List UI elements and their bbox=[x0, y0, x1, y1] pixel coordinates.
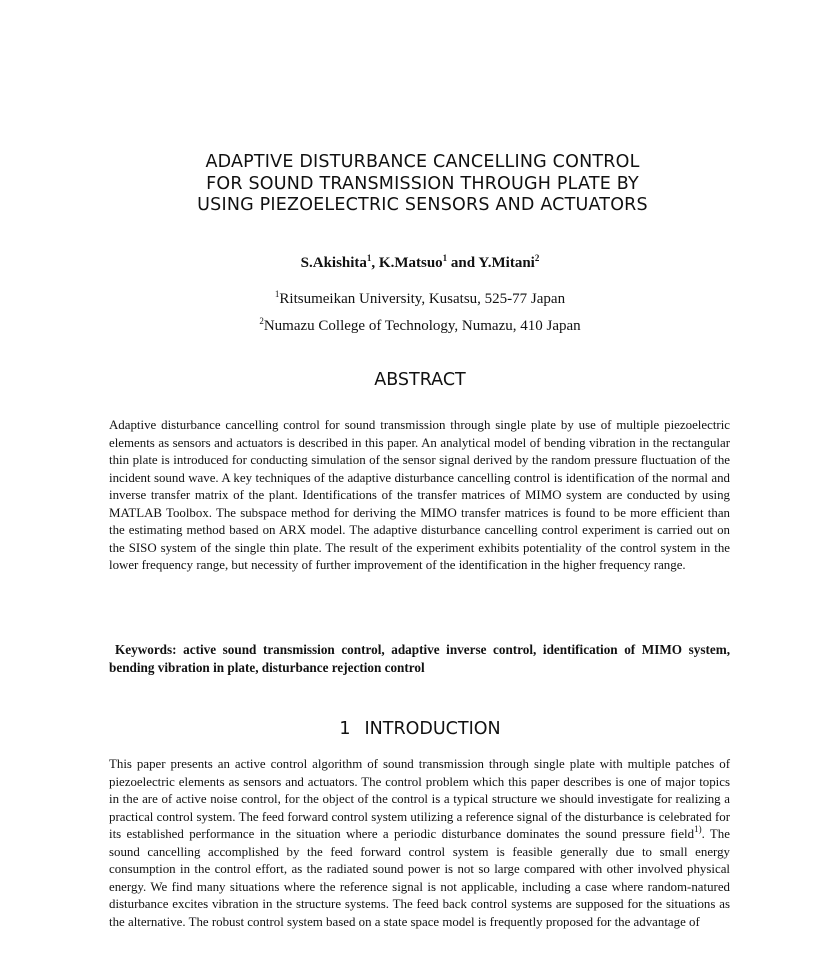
author-affiliation-mark: 1 bbox=[442, 253, 448, 263]
author-separator: , bbox=[371, 255, 379, 271]
section-heading-introduction bbox=[240, 719, 600, 739]
title-line-3: USING PIEZOELECTRIC SENSORS AND ACTUATORS bbox=[197, 195, 648, 215]
intro-text-part-2: . The sound cancelling accomplished by the feed forward control system is feasible generally due to small energy consumption in the control effort, as the radiated sound power is not so large compared with other involved physical energy. We find many situations where the reference signal is not applicable, including a case where random-natured disturbance excites vibration in the structure systems. The feed back control systems are supposed for the situations as the alternative. The robust control system based on a state space model is frequently proposed for the advantage of bbox=[109, 827, 730, 929]
section-number: 1 bbox=[339, 719, 351, 739]
keywords-label: Keywords: bbox=[115, 642, 177, 657]
affiliation-text: Ritsumeikan University, Kusatsu, 525-77 Japan bbox=[279, 291, 566, 307]
affiliation-text: Numazu College of Technology, Numazu, 410 Japan bbox=[263, 318, 581, 334]
author-separator: and bbox=[447, 255, 479, 271]
author-name: Y.Mitani bbox=[478, 255, 535, 271]
keywords-text: active sound transmission control, adaptive inverse control, identification of MIMO system, bending vibration in plate, disturbance rejection control bbox=[109, 642, 731, 675]
abstract-text: Adaptive disturbance cancelling control for sound transmission through single plate by use of multiple piezoelectric elements as sensors and actuators is described in this paper. An analytical model of bending vibration in the rectangular thin plate is introduced for conducting simulation of the sensor signal derived by the random pressure fluctuation of the incident sound wave. A key techniques of the adaptive disturbance cancelling control is identification of the normal and inverse transfer matrix of the plant. Identifications of the transfer matrices of MIMO system are conducted by using MATLAB Toolbox. The subspace method for deriving the MIMO transfer matrices is found to be more efficient than the estimating method based on ARX model. The adaptive disturbance cancelling control experiment is carried out on the SISO system of the single thin plate. The result of the experiment exhibits potentiality of the control system in the lower frequency range, but necessity of further improvement of the identification in the higher frequency range. bbox=[109, 418, 730, 573]
introduction-text bbox=[109, 756, 730, 931]
author-name: K.Matsuo bbox=[378, 255, 443, 271]
title-line-1: ADAPTIVE DISTURBANCE CANCELLING CONTROL bbox=[205, 152, 640, 172]
paper-title bbox=[150, 152, 695, 217]
author-name: S.Akishita bbox=[300, 255, 367, 271]
author-affiliation-mark: 2 bbox=[534, 253, 540, 263]
reference-mark: 1) bbox=[694, 824, 702, 835]
author-list bbox=[120, 255, 720, 272]
affiliation-mark: 2 bbox=[259, 316, 264, 326]
affiliation-mark: 1 bbox=[274, 289, 280, 299]
keywords bbox=[109, 641, 730, 677]
abstract-heading: ABSTRACT bbox=[374, 370, 466, 390]
author-affiliation-mark: 1 bbox=[366, 253, 372, 263]
affiliation-2 bbox=[120, 318, 720, 335]
affiliation-1 bbox=[120, 291, 720, 308]
intro-text-part-1: This paper presents an active control algorithm of sound transmission through single plate with multiple patches of piezoelectric elements as sensors and actuators. The control problem which this paper describes is one of major topics in the are of active noise control, for the object of the control is a typical structure we should investigate for realizing a practical control system. The feed forward control system utilizing a reference signal of the disturbance is celebrated for its established performance in the situation where a periodic disturbance dominates the sound pressure field bbox=[109, 757, 730, 842]
title-line-2: FOR SOUND TRANSMISSION THROUGH PLATE BY bbox=[206, 173, 639, 194]
section-title: INTRODUCTION bbox=[364, 719, 501, 739]
